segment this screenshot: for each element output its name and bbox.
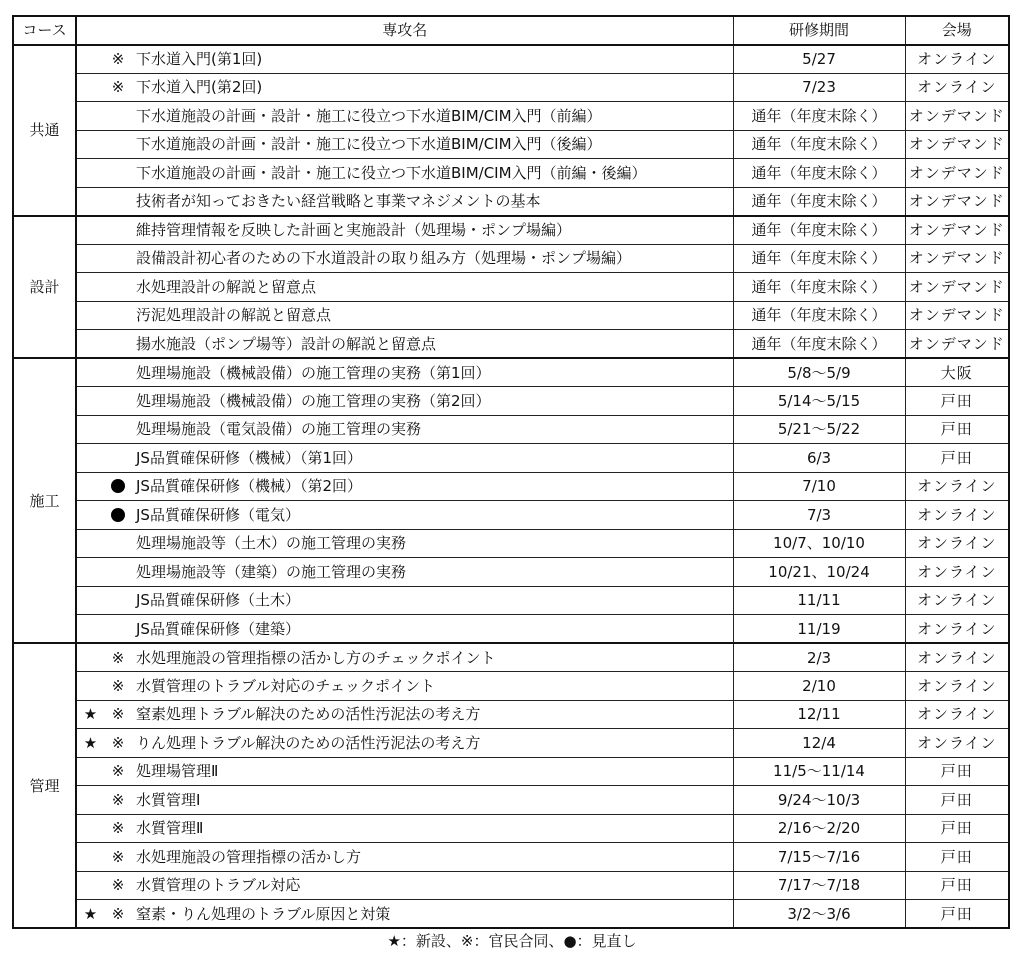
table-row: [13, 130, 1009, 159]
type-mark-cell: ※: [104, 672, 132, 701]
header-period: 研修期間: [733, 16, 905, 45]
period-cell: 10/21、10/24: [733, 558, 905, 587]
venue-cell: 戸田: [905, 415, 1009, 444]
venue-cell: オンライン: [905, 73, 1009, 102]
course-cell: 施工: [13, 358, 76, 643]
table-row: [13, 786, 1009, 815]
type-mark-cell: ※: [104, 757, 132, 786]
venue-cell: オンライン: [905, 45, 1009, 74]
period-cell: 5/14～5/15: [733, 387, 905, 416]
legend: ★：新設、※：官民合同、●：見直し: [387, 932, 637, 950]
period-cell: 通年（年度末除く）: [733, 216, 905, 245]
type-mark-cell: ※: [104, 73, 132, 102]
new-mark-cell: [76, 45, 104, 74]
venue-cell: オンライン: [905, 529, 1009, 558]
new-mark-cell: [76, 786, 104, 815]
new-mark-cell: [76, 330, 104, 359]
period-cell: 通年（年度末除く）: [733, 301, 905, 330]
course-group: [13, 45, 1009, 216]
type-mark-cell: [104, 273, 132, 302]
venue-cell: 戸田: [905, 444, 1009, 473]
course-name-cell: JS品質確保研修（電気）: [132, 501, 733, 530]
course-name-cell: 水質管理Ⅰ: [132, 786, 733, 815]
table-row: [13, 159, 1009, 188]
new-mark-cell: [76, 387, 104, 416]
new-mark-cell: [76, 615, 104, 644]
new-mark-cell: [76, 73, 104, 102]
period-cell: 12/11: [733, 700, 905, 729]
course-name-cell: 水質管理Ⅱ: [132, 814, 733, 843]
table-row: [13, 871, 1009, 900]
new-mark-cell: [76, 102, 104, 131]
course-name-cell: 下水道入門(第2回): [132, 73, 733, 102]
type-mark-cell: [104, 216, 132, 245]
course-name-cell: 水質管理のトラブル対応のチェックポイント: [132, 672, 733, 701]
course-name-cell: 処理場施設（機械設備）の施工管理の実務（第1回）: [132, 358, 733, 387]
table-row: [13, 45, 1009, 74]
period-cell: 7/10: [733, 472, 905, 501]
course-name-cell: 処理場施設（機械設備）の施工管理の実務（第2回）: [132, 387, 733, 416]
venue-cell: 戸田: [905, 757, 1009, 786]
table-row: [13, 700, 1009, 729]
type-mark-cell: [104, 558, 132, 587]
period-cell: 7/3: [733, 501, 905, 530]
period-cell: 12/4: [733, 729, 905, 758]
type-mark-cell: ※: [104, 871, 132, 900]
venue-cell: オンデマンド: [905, 273, 1009, 302]
table-row: [13, 330, 1009, 359]
table-row: [13, 843, 1009, 872]
venue-cell: オンライン: [905, 501, 1009, 530]
table-row: [13, 415, 1009, 444]
period-cell: 2/10: [733, 672, 905, 701]
table-row: [13, 358, 1009, 387]
venue-cell: 戸田: [905, 843, 1009, 872]
venue-cell: 戸田: [905, 871, 1009, 900]
table-row: [13, 615, 1009, 644]
type-mark-cell: [104, 358, 132, 387]
table-row: [13, 187, 1009, 216]
filled-circle-icon: [111, 479, 125, 493]
course-name-cell: JS品質確保研修（土木）: [132, 586, 733, 615]
venue-cell: オンデマンド: [905, 216, 1009, 245]
period-cell: 11/11: [733, 586, 905, 615]
type-mark-cell: [104, 415, 132, 444]
table-row: [13, 102, 1009, 131]
new-mark-cell: [76, 130, 104, 159]
new-mark-cell: [76, 529, 104, 558]
type-mark-cell: ※: [104, 643, 132, 672]
table-row: [13, 558, 1009, 587]
period-cell: 7/15～7/16: [733, 843, 905, 872]
course-cell: 設計: [13, 216, 76, 359]
venue-cell: オンデマンド: [905, 301, 1009, 330]
type-mark-cell: [104, 244, 132, 273]
table-row: [13, 273, 1009, 302]
type-mark-cell: ※: [104, 700, 132, 729]
table-row: [13, 444, 1009, 473]
venue-cell: オンデマンド: [905, 187, 1009, 216]
new-mark-cell: [76, 216, 104, 245]
period-cell: 3/2～3/6: [733, 900, 905, 929]
course-name-cell: 設備設計初心者のための下水道設計の取り組み方（処理場・ポンプ場編）: [132, 244, 733, 273]
header-course: コース: [13, 16, 76, 45]
period-cell: 2/3: [733, 643, 905, 672]
period-cell: 7/23: [733, 73, 905, 102]
period-cell: 通年（年度末除く）: [733, 130, 905, 159]
course-name-cell: 下水道入門(第1回): [132, 45, 733, 74]
venue-cell: オンデマンド: [905, 102, 1009, 131]
new-mark-cell: [76, 757, 104, 786]
period-cell: 11/19: [733, 615, 905, 644]
new-mark-cell: [76, 273, 104, 302]
header-venue: 会場: [905, 16, 1009, 45]
new-mark-cell: [76, 843, 104, 872]
type-mark-cell: [104, 102, 132, 131]
table-row: [13, 216, 1009, 245]
new-mark-cell: ★: [76, 900, 104, 929]
table-row: [13, 643, 1009, 672]
table-row: [13, 729, 1009, 758]
venue-cell: 戸田: [905, 387, 1009, 416]
type-mark-cell: [104, 529, 132, 558]
table-row: [13, 757, 1009, 786]
table-row: [13, 672, 1009, 701]
venue-cell: オンデマンド: [905, 159, 1009, 188]
header-row: [13, 16, 1009, 45]
course-name-cell: 水質管理のトラブル対応: [132, 871, 733, 900]
course-cell: 管理: [13, 643, 76, 928]
new-mark-cell: [76, 814, 104, 843]
venue-cell: オンライン: [905, 729, 1009, 758]
table-row: [13, 387, 1009, 416]
venue-cell: オンライン: [905, 558, 1009, 587]
course-name-cell: 処理場施設等（土木）の施工管理の実務: [132, 529, 733, 558]
type-mark-cell: [104, 387, 132, 416]
period-cell: 5/27: [733, 45, 905, 74]
period-cell: 通年（年度末除く）: [733, 244, 905, 273]
table-row: [13, 814, 1009, 843]
new-mark-cell: [76, 415, 104, 444]
period-cell: 5/21～5/22: [733, 415, 905, 444]
training-schedule-sheet: [12, 15, 1010, 929]
course-name-cell: 下水道施設の計画・設計・施工に役立つ下水道BIM/CIM入門（後編）: [132, 130, 733, 159]
course-name-cell: 揚水施設（ポンプ場等）設計の解説と留意点: [132, 330, 733, 359]
course-name-cell: 処理場施設等（建築）の施工管理の実務: [132, 558, 733, 587]
type-mark-cell: [104, 301, 132, 330]
course-cell: 共通: [13, 45, 76, 216]
new-mark-cell: [76, 187, 104, 216]
course-name-cell: JS品質確保研修（機械）（第2回）: [132, 472, 733, 501]
table-row: [13, 73, 1009, 102]
filled-circle-icon: [111, 508, 125, 522]
period-cell: 通年（年度末除く）: [733, 159, 905, 188]
type-mark-cell: [104, 130, 132, 159]
header-name: 専攻名: [76, 16, 733, 45]
type-mark-cell: ※: [104, 729, 132, 758]
course-name-cell: 維持管理情報を反映した計画と実施設計（処理場・ポンプ場編）: [132, 216, 733, 245]
course-name-cell: JS品質確保研修（機械）（第1回）: [132, 444, 733, 473]
new-mark-cell: [76, 472, 104, 501]
period-cell: 9/24～10/3: [733, 786, 905, 815]
type-mark-cell: ※: [104, 814, 132, 843]
new-mark-cell: [76, 444, 104, 473]
type-mark-cell: ※: [104, 786, 132, 815]
course-group: [13, 358, 1009, 643]
venue-cell: オンライン: [905, 615, 1009, 644]
venue-cell: 大阪: [905, 358, 1009, 387]
venue-cell: 戸田: [905, 814, 1009, 843]
table-row: [13, 244, 1009, 273]
venue-cell: オンデマンド: [905, 130, 1009, 159]
training-schedule-table: [12, 15, 1010, 929]
new-mark-cell: [76, 501, 104, 530]
venue-cell: オンデマンド: [905, 330, 1009, 359]
type-mark-cell: [104, 501, 132, 530]
table-row: [13, 301, 1009, 330]
table-row: [13, 586, 1009, 615]
table-row: [13, 472, 1009, 501]
period-cell: 2/16～2/20: [733, 814, 905, 843]
new-mark-cell: [76, 643, 104, 672]
period-cell: 6/3: [733, 444, 905, 473]
course-name-cell: 技術者が知っておきたい経営戦略と事業マネジメントの基本: [132, 187, 733, 216]
course-name-cell: 窒素・りん処理のトラブル原因と対策: [132, 900, 733, 929]
course-name-cell: りん処理トラブル解決のための活性汚泥法の考え方: [132, 729, 733, 758]
period-cell: 7/17～7/18: [733, 871, 905, 900]
course-name-cell: 窒素処理トラブル解決のための活性汚泥法の考え方: [132, 700, 733, 729]
course-name-cell: 下水道施設の計画・設計・施工に役立つ下水道BIM/CIM入門（前編）: [132, 102, 733, 131]
type-mark-cell: [104, 615, 132, 644]
period-cell: 通年（年度末除く）: [733, 273, 905, 302]
type-mark-cell: [104, 444, 132, 473]
type-mark-cell: [104, 159, 132, 188]
new-mark-cell: [76, 301, 104, 330]
table-row: [13, 529, 1009, 558]
type-mark-cell: [104, 187, 132, 216]
venue-cell: オンライン: [905, 586, 1009, 615]
period-cell: 通年（年度末除く）: [733, 187, 905, 216]
type-mark-cell: ※: [104, 843, 132, 872]
course-group: [13, 216, 1009, 359]
course-name-cell: 下水道施設の計画・設計・施工に役立つ下水道BIM/CIM入門（前編・後編）: [132, 159, 733, 188]
type-mark-cell: ※: [104, 45, 132, 74]
new-mark-cell: [76, 586, 104, 615]
course-name-cell: 水処理施設の管理指標の活かし方のチェックポイント: [132, 643, 733, 672]
new-mark-cell: [76, 159, 104, 188]
period-cell: 通年（年度末除く）: [733, 102, 905, 131]
venue-cell: オンライン: [905, 643, 1009, 672]
table-row: [13, 501, 1009, 530]
period-cell: 5/8～5/9: [733, 358, 905, 387]
course-group: [13, 643, 1009, 928]
venue-cell: 戸田: [905, 900, 1009, 929]
new-mark-cell: [76, 558, 104, 587]
new-mark-cell: ★: [76, 700, 104, 729]
venue-cell: オンデマンド: [905, 244, 1009, 273]
period-cell: 11/5～11/14: [733, 757, 905, 786]
venue-cell: オンライン: [905, 700, 1009, 729]
type-mark-cell: [104, 472, 132, 501]
new-mark-cell: [76, 244, 104, 273]
type-mark-cell: [104, 586, 132, 615]
new-mark-cell: ★: [76, 729, 104, 758]
new-mark-cell: [76, 871, 104, 900]
table-header: [13, 16, 1009, 45]
new-mark-cell: [76, 358, 104, 387]
venue-cell: 戸田: [905, 786, 1009, 815]
course-name-cell: JS品質確保研修（建築）: [132, 615, 733, 644]
type-mark-cell: ※: [104, 900, 132, 929]
course-name-cell: 水処理設計の解説と留意点: [132, 273, 733, 302]
venue-cell: オンライン: [905, 672, 1009, 701]
period-cell: 10/7、10/10: [733, 529, 905, 558]
course-name-cell: 汚泥処理設計の解説と留意点: [132, 301, 733, 330]
type-mark-cell: [104, 330, 132, 359]
period-cell: 通年（年度末除く）: [733, 330, 905, 359]
table-row: [13, 900, 1009, 929]
course-name-cell: 処理場施設（電気設備）の施工管理の実務: [132, 415, 733, 444]
new-mark-cell: [76, 672, 104, 701]
venue-cell: オンライン: [905, 472, 1009, 501]
course-name-cell: 水処理施設の管理指標の活かし方: [132, 843, 733, 872]
course-name-cell: 処理場管理Ⅱ: [132, 757, 733, 786]
